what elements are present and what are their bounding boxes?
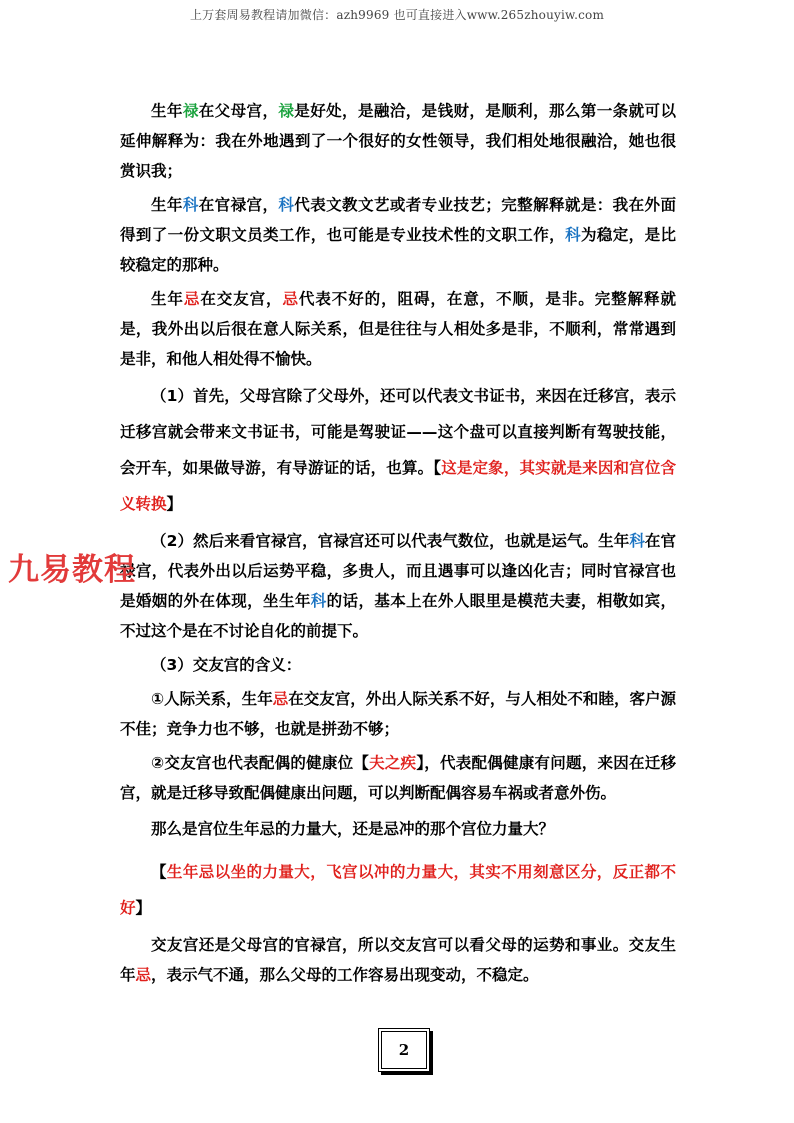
highlight-note: 这是定象，其实就是来因和宫位含义转换: [120, 459, 676, 513]
text: 在交友宫，外出人际关系不好，与人相处不和睦，客户源不佳；竞争力也不够，也就是拼劲不够；: [120, 690, 676, 738]
paragraph-11: [120, 930, 676, 990]
text: 生年: [151, 290, 184, 308]
ji-mark: 忌: [272, 690, 289, 708]
text: （1）首先，父母宫除了父母外，还可以代表文书证书，来因在迁移宫，表示迁移宫就会带来文书证书，可能是驾驶证——这个盘可以直接判断有驾驶技能，会开车，如果做导游，有导游证的话，也算。【: [120, 387, 676, 477]
text: 】: [166, 495, 183, 513]
ji-mark: 忌: [135, 966, 152, 984]
lu-mark: 禄: [278, 102, 295, 120]
ke-mark: 科: [182, 196, 199, 214]
text: 生年: [151, 196, 183, 214]
text: 在交友宫，: [200, 290, 283, 308]
watermark-logo: 九易教程: [8, 552, 136, 588]
paragraph-8: [120, 748, 676, 808]
page-number: 2: [398, 1041, 410, 1059]
text: 那么是宫位生年忌的力量大，还是忌冲的那个宫位力量大？: [151, 820, 555, 838]
paragraph-6: [120, 650, 676, 680]
text: （3）交友宫的含义：: [151, 656, 302, 674]
text: 在官禄宫，代表外出以后运势平稳，多贵人，而且遇事可以逢凶化吉；同时官禄宫也是婚姻的外在体现，坐生年: [120, 532, 676, 610]
page-header: 上万套周易教程请加微信：azh9969 也可直接进入www.265zhouyiw.com: [189, 8, 605, 22]
ji-mark: 忌: [282, 290, 299, 308]
text: ②交友宫也代表配偶的健康位【: [151, 754, 370, 772]
text: 在官禄宫，: [198, 196, 279, 214]
text: 是好处，是融洽，是钱财，是顺利，那么第一条就可以延伸解释为：我在外地遇到了一个很好的女性领导，我们相处地很融洽，她也很赏识我；: [120, 102, 676, 180]
ke-mark: 科: [310, 592, 327, 610]
highlight-note: 夫之疾: [369, 754, 417, 772]
paragraph-answer: [120, 854, 676, 926]
paragraph-question: [120, 814, 676, 844]
ke-mark: 科: [565, 226, 581, 244]
paragraph-7: [120, 684, 676, 744]
text: 代表不好的，阻碍，在意，不顺，是非。完整解释就是，我外出以后很在意人际关系，但是往往与人相处多是非，不顺利，常常遇到是非，和他人相处得不愉快。: [120, 290, 676, 368]
text: 】: [135, 899, 152, 917]
paragraph-5: [120, 526, 676, 646]
text: 】，代表配偶健康有问题，来因在迁移宫，就是迁移导致配偶健康出问题，可以判断配偶容易车祸或者意外伤。: [120, 754, 676, 802]
highlight-note: 生年忌以坐的力量大，飞宫以冲的力量大，其实不用刻意区分，反正都不好: [120, 863, 676, 917]
text: ①人际关系，生年: [151, 690, 273, 708]
paragraph-2: [120, 190, 676, 280]
ke-mark: 科: [629, 532, 645, 550]
text: ，表示气不通，那么父母的工作容易出现变动，不稳定。: [151, 966, 539, 984]
lu-mark: 禄: [182, 102, 199, 120]
text: 代表文教文艺或者专业技艺；完整解释就是：我在外面得到了一份文职文员类工作，也可能是专业技术性的文职工作，: [120, 196, 676, 244]
document-body: [120, 96, 676, 994]
paragraph-1: [120, 96, 676, 186]
text: 为稳定，是比较稳定的那种。: [120, 226, 676, 274]
ke-mark: 科: [278, 196, 295, 214]
text: （2）然后来看官禄宫，官禄宫还可以代表气数位，也就是运气。生年: [151, 532, 630, 550]
page-number-box: [378, 1028, 430, 1072]
text: 交友宫还是父母宫的官禄宫，所以交友宫可以看父母的运势和事业。交友生年: [120, 936, 676, 984]
ji-mark: 忌: [183, 290, 201, 308]
paragraph-3: [120, 284, 676, 374]
paragraph-4: [120, 378, 676, 522]
text: 生年: [151, 102, 183, 120]
text: 【: [151, 863, 167, 881]
text: 的话，基本上在外人眼里是模范夫妻，相敬如宾，不过这个是在不讨论自化的前提下。: [120, 592, 676, 640]
text: 在父母宫，: [198, 102, 279, 120]
